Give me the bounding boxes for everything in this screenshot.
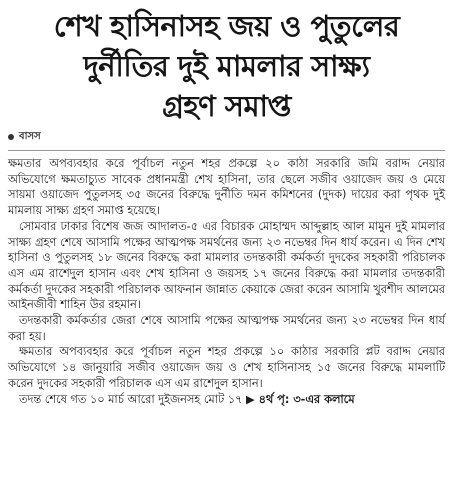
paragraph-3: তদন্তকারী কর্মকর্তার জেরা শেষে আসামি পক্ষের আত্মপক্ষ সমর্থনের জন্য ২৩ নভেম্বর দিন ধার্য করা হয়। [8, 314, 445, 343]
divider [8, 150, 445, 151]
headline-line-2: দুর্নীতির দুই মামলার সাক্ষ্য [83, 49, 370, 83]
paragraph-4: ক্ষমতার অপব্যবহার করে পূর্বাচল নতুন শহর প্রকল্পে ১০ কাঠার সরকারি প্লট বরাদ্দ নেয়ার অভিযোগে ১৪ জানুয়ারি সজীব ওয়াজেদ জয় ও শেখ হাসিনাসহ ১৫ জনের বিরুদ্ধে মামলাটি করেন দুদকের সহকারী পরিচালক এস এম রাশেদুল হাসান। [8, 345, 445, 390]
paragraph-2: সোমবার ঢাকার বিশেষ জজ আদালত-৫ এর বিচারক মোহাম্মদ আব্দুল্লাহ আল মামুন দুই মামলার সাক্ষ্য গ্রহণ শেষে আসামি পক্ষের আত্মপক্ষ সমর্থনের জন্য ২৩ নভেম্বর দিন ধার্য করেন। এ দিন শেখ হাসিনা ও পুতুলসহ ১৮ জনের বিরুদ্ধে করা মামলার তদন্তকারী কর্মকর্তা দুদকের সহকারী পরিচালক এস এম রাশেদুল হাসান এবং শেখ হাসিনা ও জয়সহ ১৭ জনের বিরুদ্ধে করা মামলার তদন্তকারী কর্মকর্তা দুদকের সহকারী পরিচালক আফনান জান্নাত কেয়াকে জেরা করেন আসামি খুরশীদ আলমের আইনজীবী শাহিন উর রহমান। [8, 219, 445, 312]
headline-line-1: শেখ হাসিনাসহ জয় ও পুতুলের [53, 9, 400, 43]
paragraph-last [8, 392, 445, 408]
headline-line-3: গ্রহণ সমাপ্ত [162, 89, 291, 123]
headline [8, 6, 445, 126]
source-label: বাসস [19, 130, 41, 142]
last-line-text: তদন্ত শেষে গত ১০ মার্চ আরো দুইজনসহ মোট ১৭ [19, 392, 243, 406]
continued-note: ▶ ৪র্থ পৃ: ৩-এর কলামে [245, 392, 355, 406]
paragraph-1: ক্ষমতার অপব্যবহার করে পূর্বাচল নতুন শহর প্রকল্পে ২০ কাঠা সরকারি জমি বরাদ্দ নেয়ার অভিযোগে ক্ষমতাচ্যুত সাবেক প্রধানমন্ত্রী শেখ হাসিনা, তার ছেলে সজীব ওয়াজেদ জয় ও মেয়ে সায়মা ওয়াজেদ পুতুলসহ ৩৫ জনের বিরুদ্ধে দুর্নীতি দমন কমিশনের (দুদক) দায়ের করা পৃথক দুই মামলায় সাক্ষ্য গ্রহণ সমাপ্ত হয়েছে। [8, 157, 445, 218]
source-line [8, 128, 445, 146]
bullet-icon [8, 134, 14, 140]
article-body [8, 156, 445, 407]
